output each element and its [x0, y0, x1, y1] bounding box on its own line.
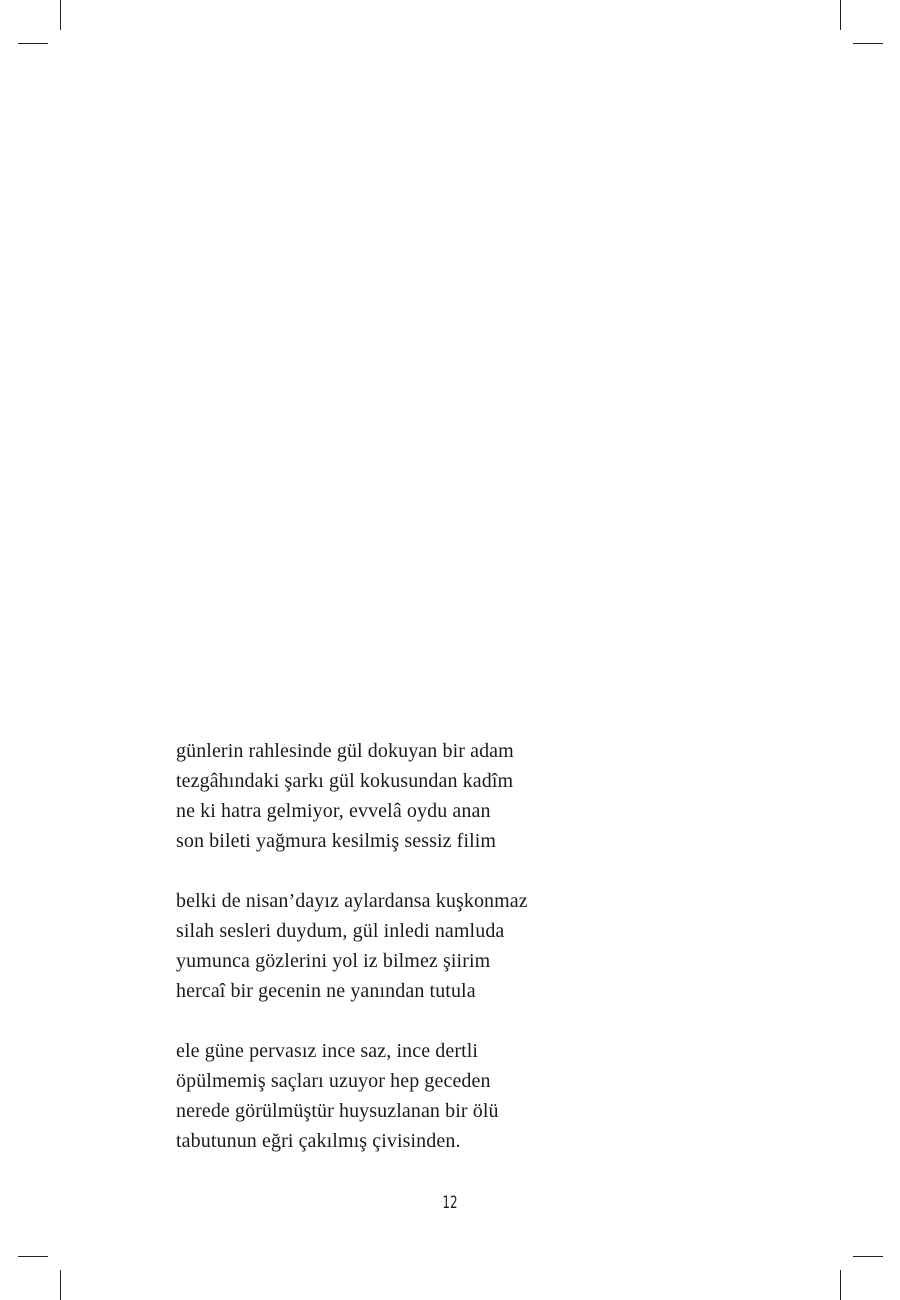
stanza-2 [176, 886, 736, 1006]
crop-mark-top-right-vertical [840, 0, 841, 30]
crop-mark-top-right-horizontal [853, 43, 883, 44]
stanza-1 [176, 736, 736, 856]
poem-line: belki de nisan’dayız aylardansa kuşkonmaz [176, 890, 528, 912]
page-number: 12 [442, 1193, 458, 1213]
stanza-3 [176, 1036, 736, 1156]
poem-line: yumunca gözlerini yol iz bilmez şiirim [176, 950, 491, 972]
poem-line: tezgâhındaki şarkı gül kokusundan kadîm [176, 770, 514, 792]
crop-mark-bottom-left-vertical [60, 1270, 61, 1300]
poem-line: günlerin rahlesinde gül dokuyan bir adam [176, 740, 514, 762]
poem-line: ele güne pervasız ince saz, ince dertli [176, 1040, 479, 1062]
crop-mark-bottom-right-vertical [840, 1270, 841, 1300]
poem-line: nerede görülmüştür huysuzlanan bir ölü [176, 1100, 499, 1122]
poem-line: son bileti yağmura kesilmiş sessiz filim [176, 830, 497, 852]
crop-mark-top-left-vertical [60, 0, 61, 30]
poem-line: tabutunun eğri çakılmış çivisinden. [176, 1130, 461, 1152]
crop-mark-bottom-left-horizontal [18, 1256, 48, 1257]
poem-line: öpülmemiş saçları uzuyor hep geceden [176, 1070, 491, 1092]
poem-line: hercaî bir gecenin ne yanından tutula [176, 980, 476, 1002]
poem [176, 736, 736, 1186]
poem-line: ne ki hatra gelmiyor, evvelâ oydu anan [176, 800, 491, 822]
poem-line: silah sesleri duydum, gül inledi namluda [176, 920, 505, 942]
crop-mark-top-left-horizontal [18, 43, 48, 44]
crop-mark-bottom-right-horizontal [853, 1256, 883, 1257]
